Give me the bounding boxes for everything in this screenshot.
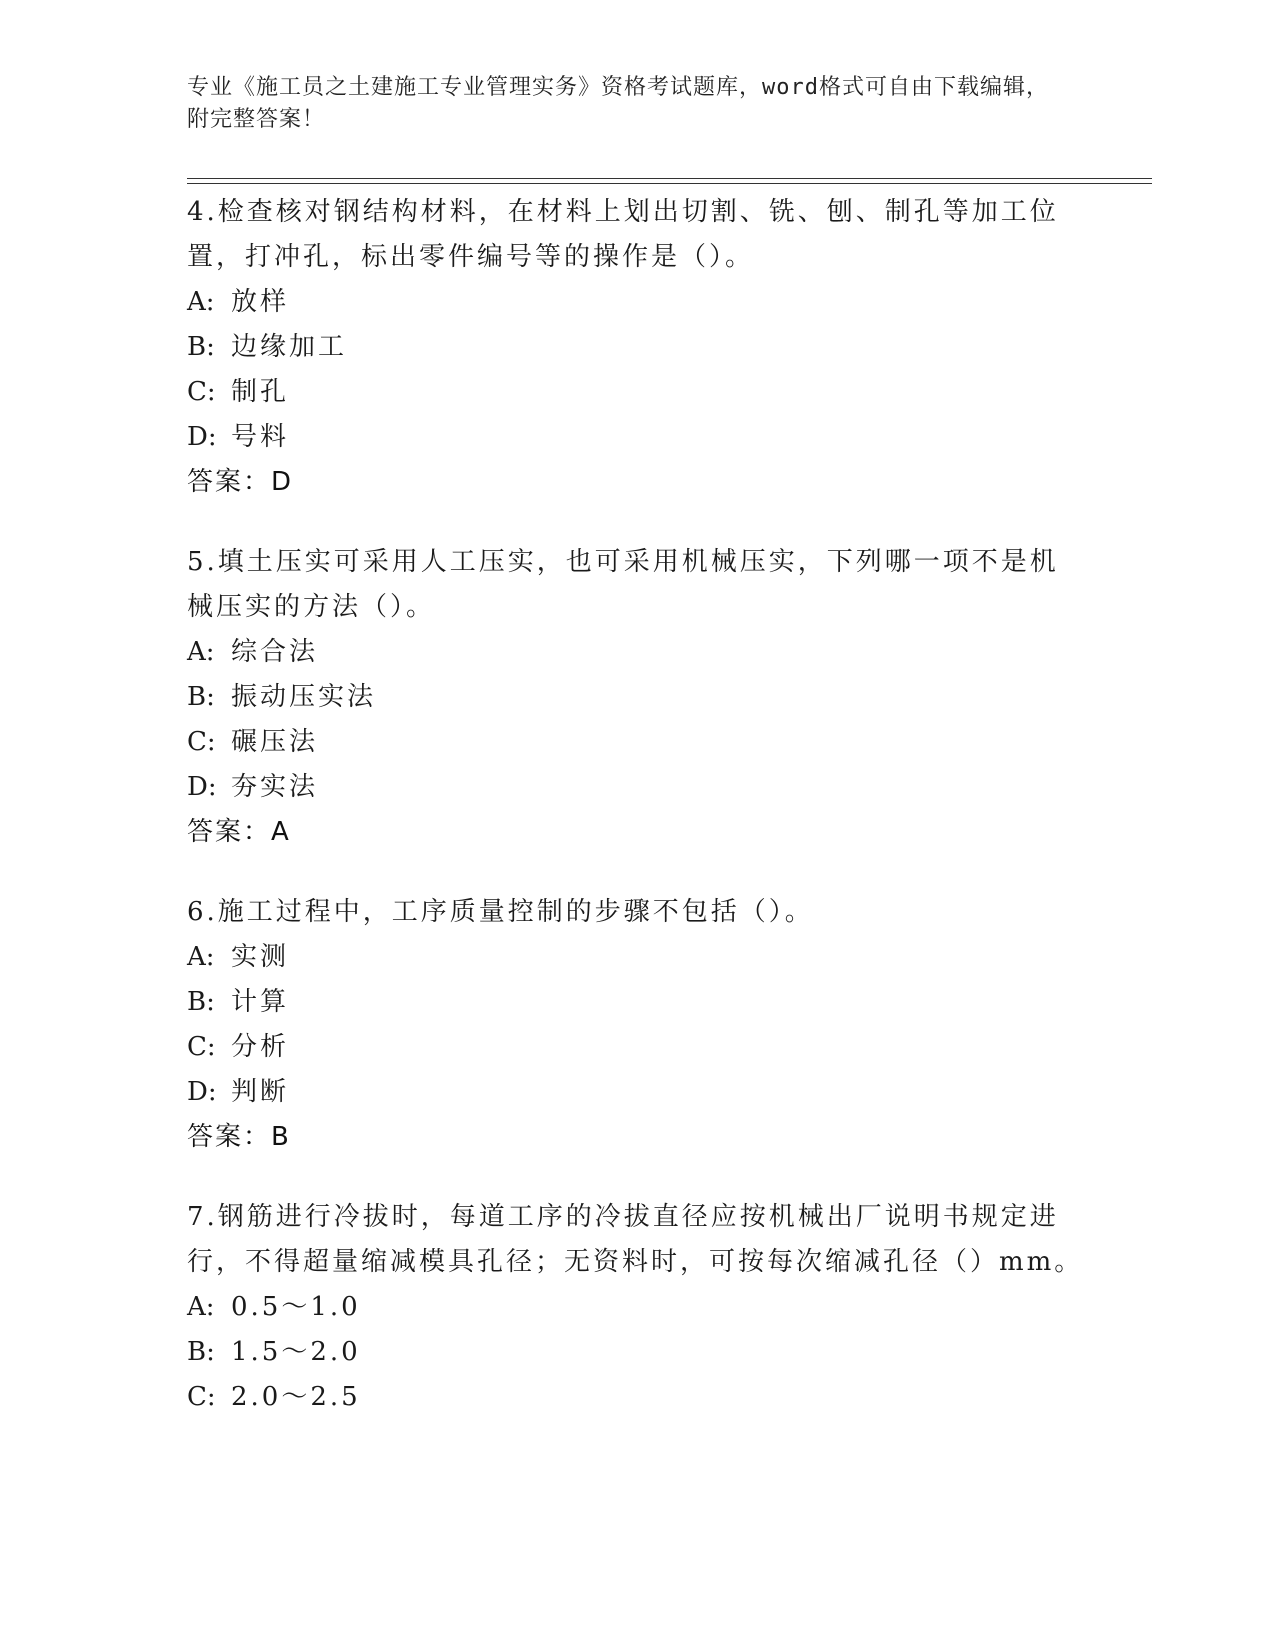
option-letter: C: (187, 377, 216, 407)
option-c (187, 370, 1087, 415)
option-a (187, 935, 1087, 980)
option-letter: B: (187, 1337, 215, 1367)
question-text: 4.检查核对钢结构材料，在材料上划出切割、铣、刨、制孔等加工位置，打冲孔，标出零件编号等的操作是（）。 (187, 197, 1059, 272)
option-letter: A: (187, 942, 215, 972)
option-letter: D: (187, 1077, 217, 1107)
option-letter: A: (187, 637, 215, 667)
option-text: 综合法 (231, 637, 319, 667)
option-c (187, 1025, 1087, 1070)
option-d (187, 1070, 1087, 1115)
option-text: 振动压实法 (231, 682, 377, 712)
question-7 (187, 1195, 1087, 1420)
option-letter: C: (187, 727, 216, 757)
option-b (187, 1330, 1087, 1375)
option-text: 号料 (231, 422, 290, 452)
question-text: 5.填土压实可采用人工压实，也可采用机械压实，下列哪一项不是机械压实的方法（）。 (187, 547, 1059, 622)
option-text: 实测 (231, 942, 290, 972)
option-letter: C: (187, 1032, 216, 1062)
question-4 (187, 190, 1087, 505)
option-text: 1.5～2.0 (231, 1337, 361, 1367)
option-a (187, 280, 1087, 325)
option-letter: A: (187, 1292, 215, 1322)
question-5 (187, 540, 1087, 855)
option-c (187, 1375, 1087, 1420)
header-rule-top (187, 178, 1152, 179)
option-letter: B: (187, 987, 215, 1017)
option-a (187, 1285, 1087, 1330)
option-letter: B: (187, 682, 215, 712)
option-a (187, 630, 1087, 675)
option-b (187, 325, 1087, 370)
question-text: 6.施工过程中，工序质量控制的步骤不包括（）。 (187, 897, 814, 927)
option-text: 0.5～1.0 (231, 1292, 361, 1322)
option-text: 夯实法 (231, 772, 319, 802)
option-letter: C: (187, 1382, 216, 1412)
question-text: 7.钢筋进行冷拔时，每道工序的冷拔直径应按机械出厂说明书规定进行，不得超量缩减模具孔径；无资料时，可按每次缩减孔径（）mm。 (187, 1202, 1084, 1277)
option-text: 制孔 (231, 377, 290, 407)
option-b (187, 675, 1087, 720)
question-list (187, 190, 1087, 1455)
option-text: 2.0～2.5 (231, 1382, 361, 1412)
question-6 (187, 890, 1087, 1160)
answer-line: 答案：A (187, 817, 291, 847)
option-text: 判断 (231, 1077, 290, 1107)
document-header: 专业《施工员之土建施工专业管理实务》资格考试题库，word格式可自由下载编辑，附完整答案！ (187, 75, 1049, 132)
option-b (187, 980, 1087, 1025)
answer-line: 答案：B (187, 1122, 291, 1152)
option-d (187, 765, 1087, 810)
option-text: 分析 (231, 1032, 290, 1062)
option-c (187, 720, 1087, 765)
answer-line: 答案：D (187, 467, 294, 497)
option-letter: A: (187, 287, 215, 317)
option-text: 碾压法 (231, 727, 319, 757)
option-d (187, 415, 1087, 460)
option-letter: D: (187, 422, 217, 452)
option-text: 计算 (231, 987, 290, 1017)
option-letter: B: (187, 332, 215, 362)
option-text: 放样 (231, 287, 290, 317)
option-text: 边缘加工 (231, 332, 348, 362)
header-rule-bottom (187, 183, 1152, 184)
option-letter: D: (187, 772, 217, 802)
